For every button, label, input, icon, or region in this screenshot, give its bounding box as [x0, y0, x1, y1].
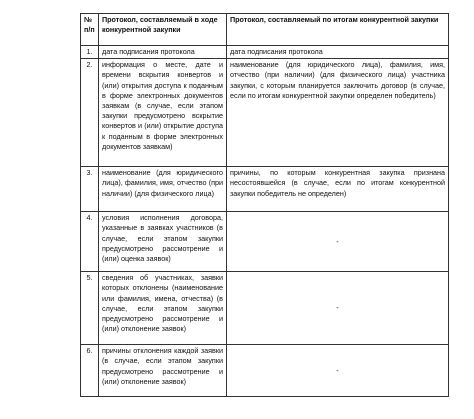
cell-results: - [227, 272, 449, 345]
cell-during: условия исполнения договора, указанные в заявках участников (в случае, если этапом закупки предусмотрено рассмотрение и (или) оценка заявок) [99, 212, 227, 272]
table-row [81, 59, 449, 167]
table-row [81, 46, 449, 59]
row-num: 1. [81, 46, 99, 59]
cell-results: - [227, 345, 449, 397]
cell-during: дата подписания протокола [99, 46, 227, 59]
cell-results: дата подписания протокола [227, 46, 449, 59]
cell-results: наименование (для юридического лица), фамилия, имя, отчество (при наличии) (для физического лица) участника закупки, с которым планируется заключить договор (в случае, если по итогам конкурентной закупки определен победитель) [227, 59, 449, 167]
cell-results: - [227, 212, 449, 272]
row-num: 3. [81, 167, 99, 212]
table-row [81, 212, 449, 272]
table-header-row [81, 14, 449, 46]
table-row [81, 167, 449, 212]
row-num: 6. [81, 345, 99, 397]
table-row [81, 345, 449, 397]
cell-during: причины отклонения каждой заявки (в случае, если этапом закупки предусмотрено рассмотрение и (или) отклонение заявок) [99, 345, 227, 397]
cell-during: сведения об участниках, заявки которых отклонены (наименование или фамилия, имена, отчества) (в случае, если этапом закупки предусмотрено рассмотрение и (или) отклонение заявок) [99, 272, 227, 345]
header-during: Протокол, составляемый в ходе конкурентной закупки [99, 14, 227, 46]
cell-during: наименование (для юридического лица), фамилия, имя, отчество (при наличии) (для физического лица) [99, 167, 227, 212]
row-num: 5. [81, 272, 99, 345]
header-results: Протокол, составляемый по итогам конкурентной закупки [227, 14, 449, 46]
row-num: 4. [81, 212, 99, 272]
header-num: № п/п [81, 14, 99, 46]
protocol-table [80, 13, 449, 397]
cell-during: информация о месте, дате и времени вскрытия конвертов и (или) открытия доступа к поданным в форме электронных документов заявкам (в случае, если этапом закупки предусмотрено вскрытие конвертов и (или) открытие доступа к поданным в форме электронных документов заявкам) [99, 59, 227, 167]
row-num: 2. [81, 59, 99, 167]
table-row [81, 272, 449, 345]
cell-results: причины, по которым конкурентная закупка признана несостоявшейся (в случае, если по итогам конкурентной закупки победитель не определен) [227, 167, 449, 212]
